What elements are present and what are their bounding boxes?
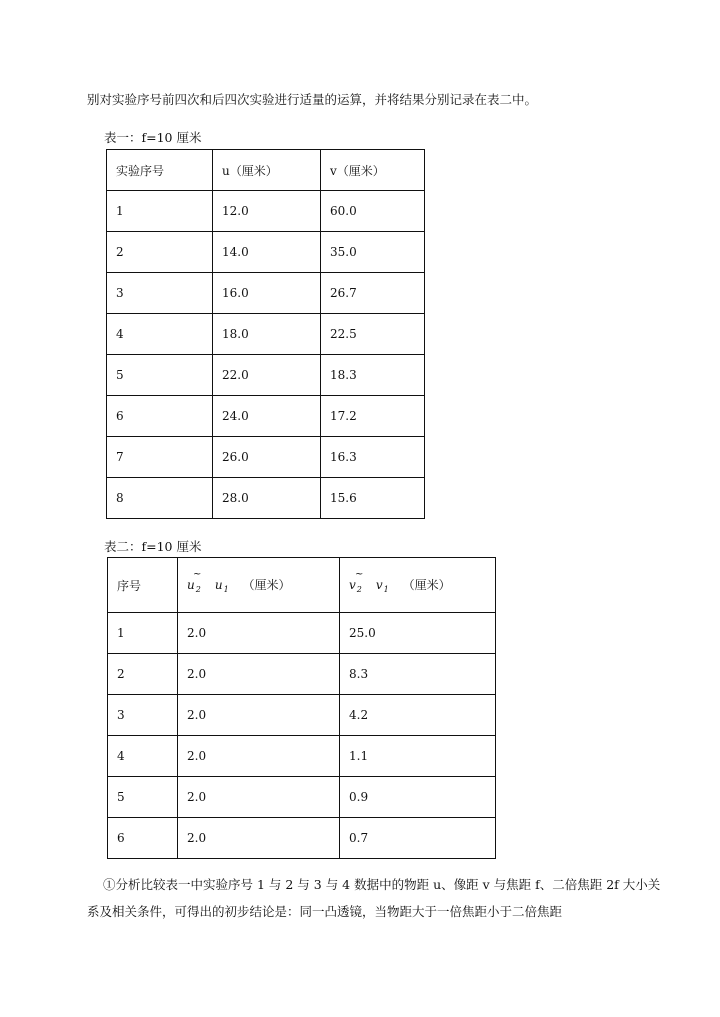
table-cell: 4 [108, 736, 178, 777]
table1-header-cell: 实验序号 [107, 150, 213, 191]
table-cell: 2.0 [178, 613, 340, 654]
table-row [108, 654, 496, 695]
table-cell: 2.0 [178, 695, 340, 736]
table2-header-cell-v-diff [340, 558, 496, 613]
table-row [108, 613, 496, 654]
table-cell: 8.3 [340, 654, 496, 695]
table-cell: 0.7 [340, 818, 496, 859]
intro-text: 别对实验序号前四次和后四次实验进行适量的运算，并将结果分别记录在表二中。 [87, 92, 538, 107]
table-cell: 25.0 [340, 613, 496, 654]
table-cell: 35.0 [321, 232, 425, 273]
table-cell: 22.5 [321, 314, 425, 355]
table-cell: 7 [107, 437, 213, 478]
table1-header-cell: u（厘米） [213, 150, 321, 191]
table-cell: 0.9 [340, 777, 496, 818]
table-cell: 2.0 [178, 818, 340, 859]
table-cell: 14.0 [213, 232, 321, 273]
table-cell: 1 [108, 613, 178, 654]
table-row [107, 232, 425, 273]
table-row [107, 396, 425, 437]
table-cell: 5 [108, 777, 178, 818]
table-cell: 5 [107, 355, 213, 396]
conclusion-line-1: ①分析比较表一中实验序号 1 与 2 与 3 与 4 数据中的物距 u、像距 v 与焦距 f、二倍焦距 2f 大小关 [103, 877, 661, 892]
conclusion-line-2: 系及相关条件，可得出的初步结论是：同一凸透镜，当物距大于一倍焦距小于二倍焦距 [87, 904, 563, 919]
table-cell: 26.7 [321, 273, 425, 314]
table-cell: 4.2 [340, 695, 496, 736]
table2-header-cell-u-diff [178, 558, 340, 613]
table-cell: 2.0 [178, 654, 340, 695]
u2-symbol: $u_2$ ~ [187, 578, 201, 594]
table-cell: 18.3 [321, 355, 425, 396]
u1-symbol: $u_1$ [214, 578, 229, 594]
table-row [108, 736, 496, 777]
unit-label: （厘米） [242, 578, 291, 592]
table-cell: 6 [108, 818, 178, 859]
table2-header-cell: 序号 [108, 558, 178, 613]
table2-header-row [108, 558, 496, 613]
table-cell: 26.0 [213, 437, 321, 478]
table-cell: 1 [107, 191, 213, 232]
v1-symbol: $v_1$ [375, 578, 389, 594]
table-cell: 3 [107, 273, 213, 314]
table-cell: 2.0 [178, 736, 340, 777]
table-cell: 15.6 [321, 478, 425, 519]
table-cell: 4 [107, 314, 213, 355]
table-cell: 1.1 [340, 736, 496, 777]
table-cell: 16.3 [321, 437, 425, 478]
table2-caption: 表二：f=10 厘米 [104, 539, 202, 554]
table-row [108, 695, 496, 736]
table-cell: 3 [108, 695, 178, 736]
table2 [107, 557, 496, 859]
table-cell: 17.2 [321, 396, 425, 437]
table-cell: 16.0 [213, 273, 321, 314]
table-row [108, 818, 496, 859]
table-cell: 22.0 [213, 355, 321, 396]
table1 [106, 149, 425, 519]
table-cell: 60.0 [321, 191, 425, 232]
v2-symbol: $v_2$ ~ [349, 578, 362, 594]
table-row [107, 314, 425, 355]
table-cell: 2.0 [178, 777, 340, 818]
table1-header-cell: v（厘米） [321, 150, 425, 191]
table-row [107, 191, 425, 232]
table-row [107, 437, 425, 478]
table-cell: 12.0 [213, 191, 321, 232]
table-cell: 2 [107, 232, 213, 273]
table-row [108, 777, 496, 818]
table-row [107, 478, 425, 519]
table-row [107, 355, 425, 396]
table-cell: 8 [107, 478, 213, 519]
table-cell: 6 [107, 396, 213, 437]
table1-caption: 表一：f=10 厘米 [104, 130, 202, 145]
table-row [107, 273, 425, 314]
table1-header-row [107, 150, 425, 191]
table-cell: 24.0 [213, 396, 321, 437]
unit-label: （厘米） [402, 578, 451, 592]
table-cell: 2 [108, 654, 178, 695]
table-cell: 28.0 [213, 478, 321, 519]
table-cell: 18.0 [213, 314, 321, 355]
